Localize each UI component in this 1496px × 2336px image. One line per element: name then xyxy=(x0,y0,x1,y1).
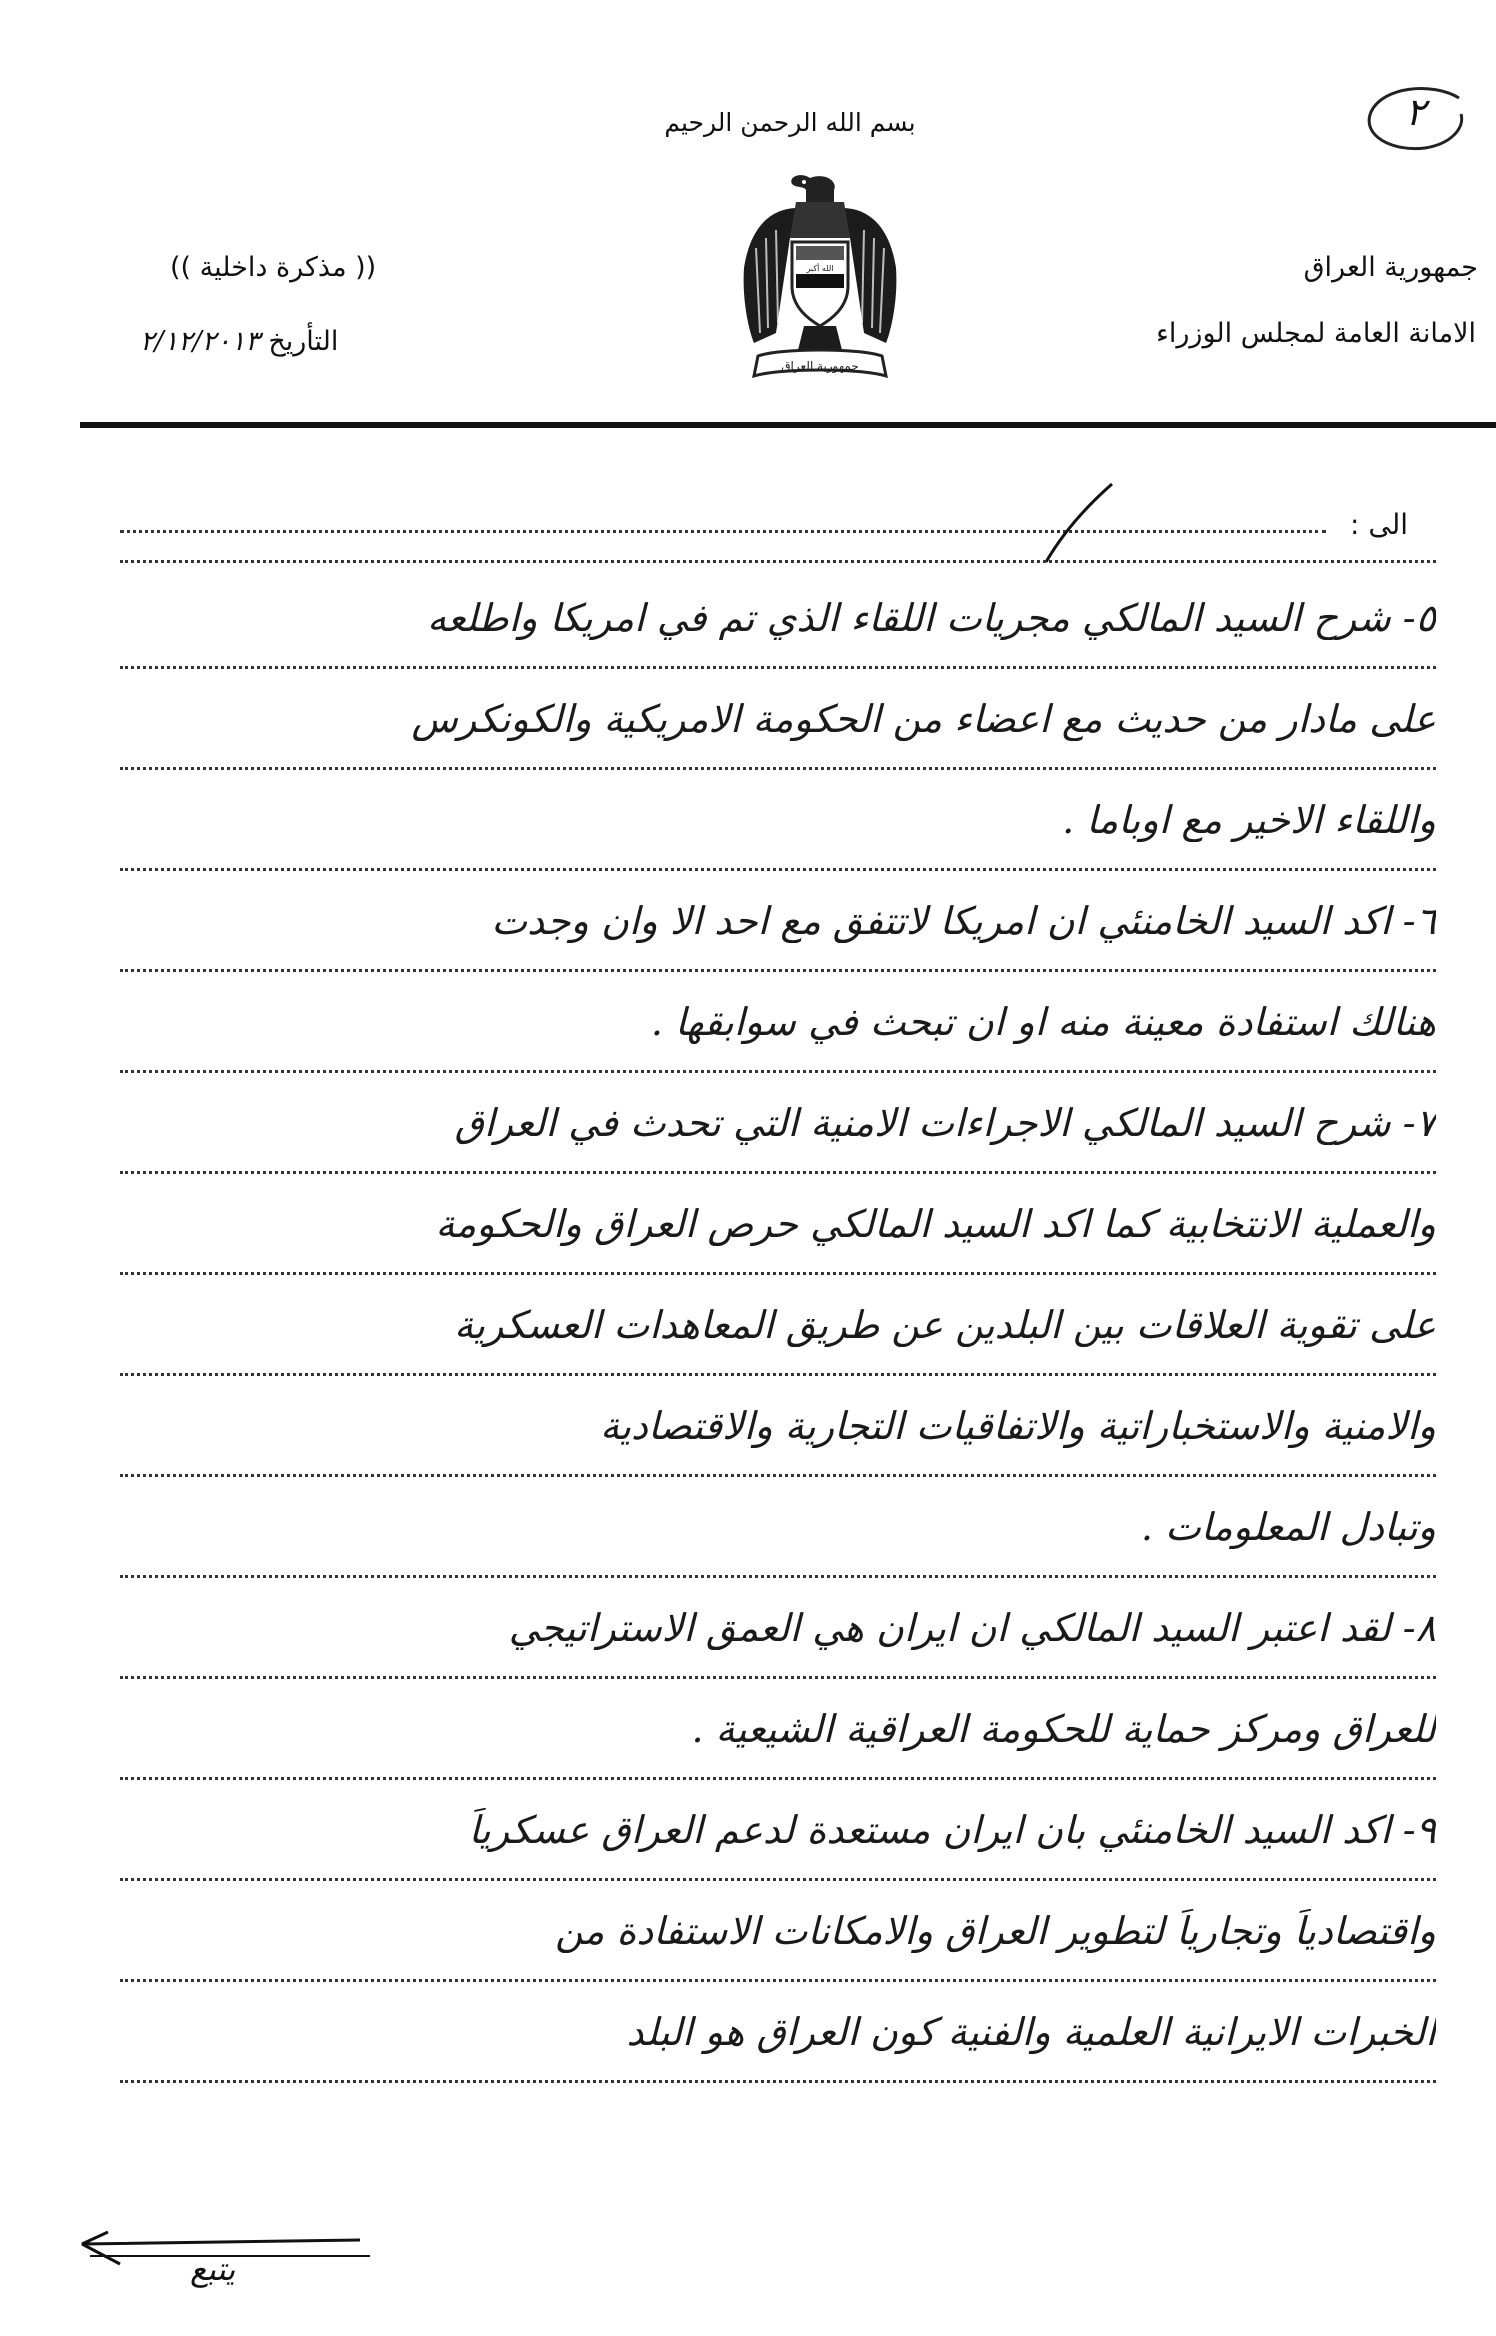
handwritten-line: ٩- اكد السيد الخامنئي بان ايران مستعدة لدعم العراق عسكرياً xyxy=(468,1808,1436,1852)
handwritten-line: ٧- شرح السيد المالكي الاجراءات الامنية التي تحدث في العراق xyxy=(454,1101,1436,1145)
dotted-rule-line xyxy=(120,1474,1436,1477)
dotted-rule-line xyxy=(120,2080,1436,2083)
handwritten-line: والعملية الانتخابية كما اكد السيد المالكي حرص العراق والحكومة xyxy=(435,1202,1436,1246)
addressee-label: الى : xyxy=(1350,508,1408,541)
dotted-rule-line xyxy=(120,1676,1436,1679)
dotted-rule-line xyxy=(120,666,1436,669)
dotted-rule-line xyxy=(120,1373,1436,1376)
dotted-rule-line xyxy=(120,1575,1436,1578)
date-label: التأريخ xyxy=(268,326,339,357)
handwritten-line: هنالك استفادة معينة منه او ان تبحث في سوابقها . xyxy=(650,1000,1436,1044)
dotted-rule-line xyxy=(120,1979,1436,1982)
handwritten-line: ٦- اكد السيد الخامنئي ان امريكا لاتتفق مع احد الا وان وجدت xyxy=(491,899,1436,943)
iraq-eagle-emblem-icon xyxy=(740,168,900,388)
dotted-rule-line xyxy=(120,560,1436,563)
handwritten-line: ٨- لقد اعتبر السيد المالكي ان ايران هي العمق الاستراتيجي xyxy=(508,1606,1436,1650)
handwritten-line: على مادار من حديث مع اعضاء من الحكومة الامريكية والكونكرس xyxy=(411,697,1436,741)
dotted-rule-line xyxy=(120,1878,1436,1881)
dotted-rule-line xyxy=(120,767,1436,770)
page-number: ٢ xyxy=(1405,90,1426,134)
handwritten-line: ٥- شرح السيد المالكي مجريات اللقاء الذي تم في امريكا واطلعه xyxy=(427,596,1436,640)
emblem-scroll-text: جمهورية العراق xyxy=(781,359,859,373)
handwritten-line: للعراق ومركز حماية للحكومة العراقية الشيعية . xyxy=(691,1707,1436,1751)
handwritten-line: الخبرات الايرانية العلمية والفنية كون العراق هو البلد xyxy=(626,2010,1436,2054)
date-value: ٢/١٢/٢٠١٣ xyxy=(140,326,260,357)
emblem-flag-text: الله أكبر xyxy=(806,264,834,273)
dotted-rule-line xyxy=(120,1777,1436,1780)
addressee-slash-mark-icon xyxy=(1040,478,1120,568)
handwritten-line: والامنية والاستخباراتية والاتفاقيات التجارية والاقتصادية xyxy=(600,1404,1436,1448)
dotted-rule-line xyxy=(120,1272,1436,1275)
addressee-dotted-line xyxy=(120,530,1326,533)
continuation-arrow-icon xyxy=(60,2226,420,2336)
dotted-rule-line xyxy=(120,868,1436,871)
country-name: جمهورية العراق xyxy=(1303,252,1478,283)
continuation-text: يتبع xyxy=(190,2250,236,2288)
dotted-rule-line xyxy=(120,969,1436,972)
basmala: بسم الله الرحمن الرحيم xyxy=(664,108,916,137)
page-number-stamp xyxy=(1363,84,1468,154)
handwritten-line: على تقوية العلاقات بين البلدين عن طريق المعاهدات العسكرية xyxy=(454,1303,1436,1347)
handwritten-line: واقتصادياً وتجارياً لتطوير العراق والامكانات الاستفادة من xyxy=(555,1909,1436,1953)
dotted-rule-line xyxy=(120,1171,1436,1174)
handwritten-line: واللقاء الاخير مع اوباما . xyxy=(1062,798,1436,842)
handwritten-line: وتبادل المعلومات . xyxy=(1140,1505,1436,1549)
dotted-rule-line xyxy=(120,1070,1436,1073)
memo-date xyxy=(140,326,338,357)
memo-type: (( مذكرة داخلية )) xyxy=(170,252,377,283)
secretariat-name: الامانة العامة لمجلس الوزراء xyxy=(1156,318,1476,349)
header-divider xyxy=(80,422,1496,428)
